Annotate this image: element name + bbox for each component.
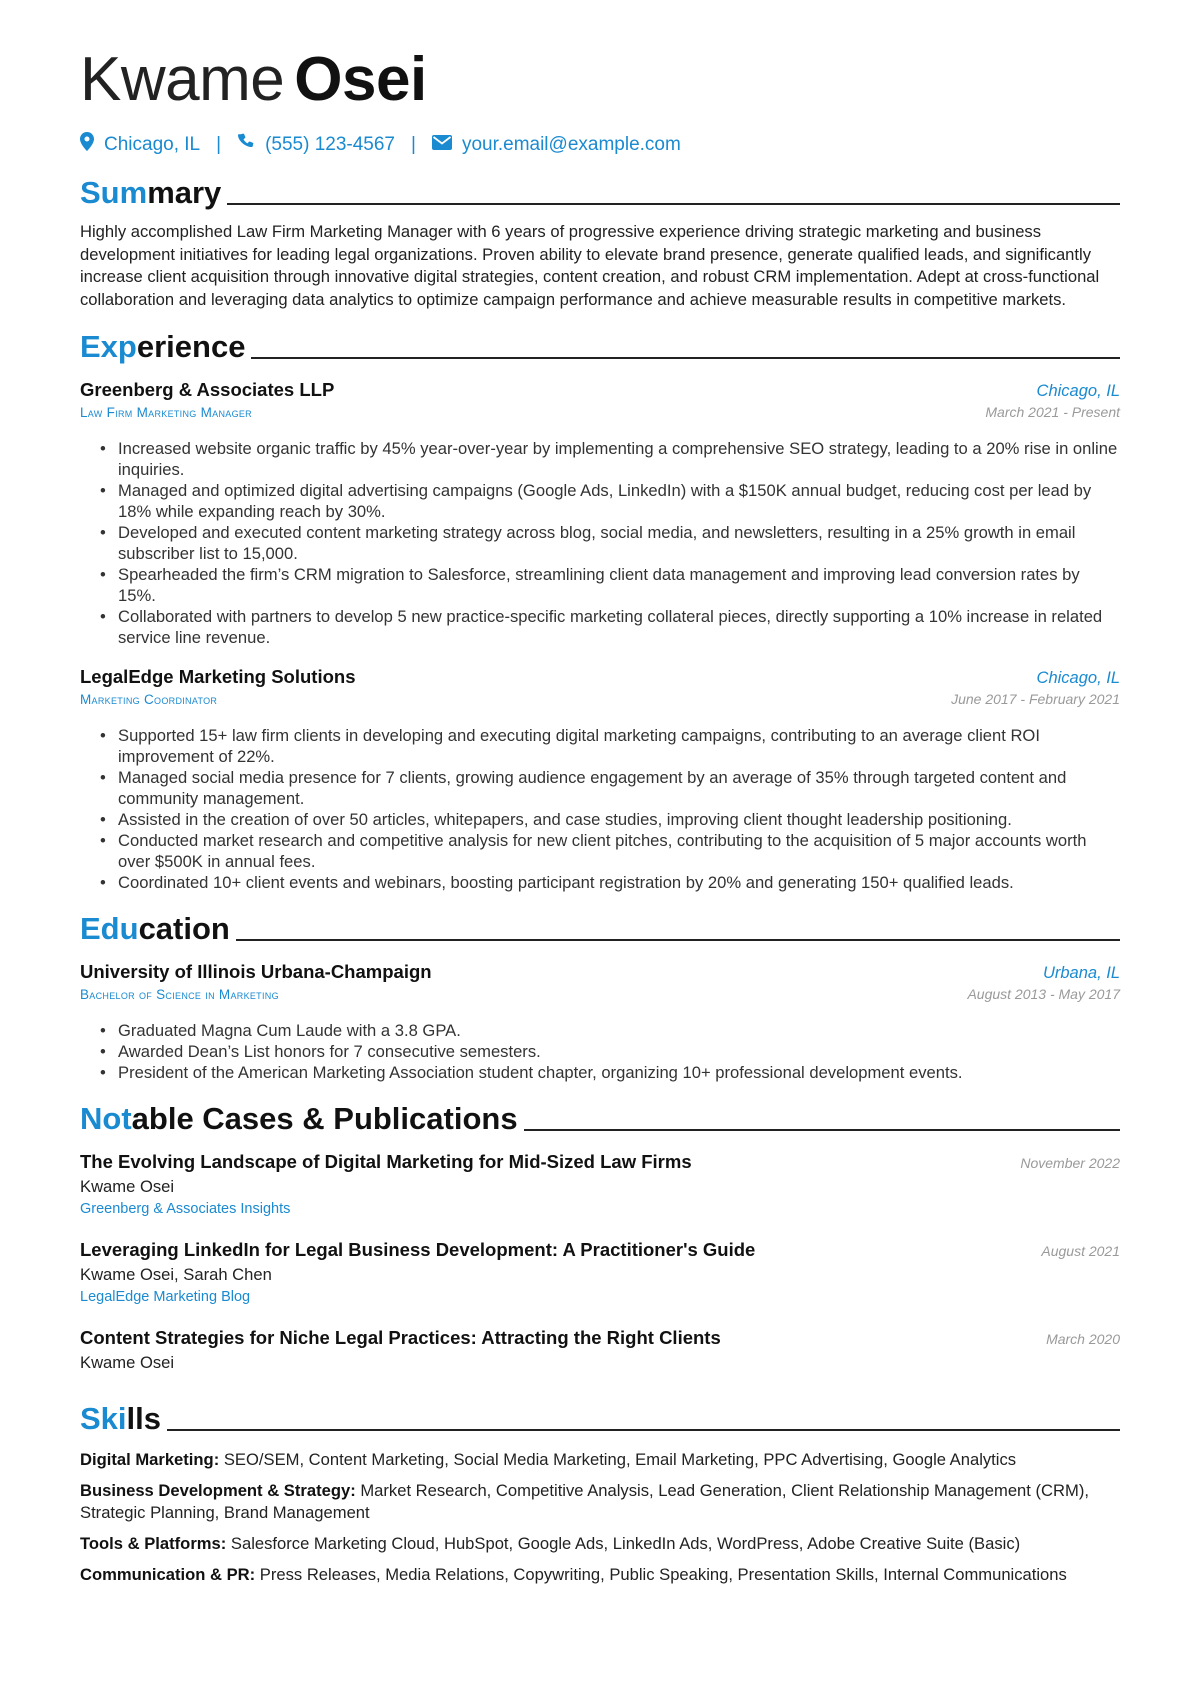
education-heading xyxy=(80,907,1120,947)
summary-heading xyxy=(80,171,1120,211)
experience-heading xyxy=(80,325,1120,365)
publication-entry xyxy=(80,1239,1120,1305)
section-title: Education xyxy=(80,911,230,947)
education-list xyxy=(80,961,1120,1083)
publication-list xyxy=(80,1151,1120,1373)
skill-category: Communication & PR: xyxy=(80,1565,256,1585)
section-rule xyxy=(524,1129,1120,1131)
education-item: • Graduated Magna Cum Laude with a 3.8 GPA. xyxy=(80,1020,1120,1041)
school-name: University of Illinois Urbana-Champaign xyxy=(80,961,432,983)
publications-heading xyxy=(80,1097,1120,1137)
job-dates: March 2021 - Present xyxy=(985,404,1120,421)
location-contact xyxy=(80,132,200,157)
achievement-item: • Assisted in the creation of over 50 articles, whitepapers, and case studies, improving client thought leadership positioning. xyxy=(80,809,1120,830)
job-title: Marketing Coordinator xyxy=(80,692,218,708)
education-highlights xyxy=(80,1020,1120,1083)
achievement-list xyxy=(80,725,1120,893)
publication-authors: Kwame Osei xyxy=(80,1353,175,1373)
contact-separator: | xyxy=(411,133,416,155)
publication-authors: Kwame Osei xyxy=(80,1177,175,1197)
skill-row xyxy=(80,1480,1120,1524)
email-text: your.email@example.com xyxy=(461,133,681,155)
education-item: • Awarded Dean’s List honors for 7 consecutive semesters. xyxy=(80,1041,1120,1062)
publication-date: August 2021 xyxy=(1041,1243,1120,1260)
phone-icon xyxy=(237,133,265,157)
publication-authors: Kwame Osei, Sarah Chen xyxy=(80,1265,272,1285)
employer-name: LegalEdge Marketing Solutions xyxy=(80,666,356,688)
publication-entry xyxy=(80,1327,1120,1373)
summary-text: Highly accomplished Law Firm Marketing Manager with 6 years of progressive experience driving strategic marketing and business development initiatives for leading legal organizations. Proven ability to elevate brand presence, generate qualified leads, and significantly increase client acquisition through innovative digital strategies, content creation, and robust CRM implementation. Adept at cross-functional collaboration and leveraging data analytics to optimize campaign performance and achieve measurable results in competitive markets. xyxy=(80,222,1100,309)
job-location: Chicago, IL xyxy=(1036,382,1120,401)
skills-list xyxy=(80,1449,1120,1586)
publication-title: Leveraging LinkedIn for Legal Business Development: A Practitioner's Guide xyxy=(80,1239,756,1261)
last-name: Osei xyxy=(294,45,427,114)
location-text: Chicago, IL xyxy=(104,133,201,155)
skill-items: Salesforce Marketing Cloud, HubSpot, Google Ads, LinkedIn Ads, WordPress, Adobe Creative Suite (Basic) xyxy=(230,1534,1021,1554)
skill-category: Digital Marketing: xyxy=(80,1450,220,1470)
skill-items: SEO/SEM, Content Marketing, Social Media Marketing, Email Marketing, PPC Advertising, Google Analytics xyxy=(223,1450,1017,1470)
education-item: • President of the American Marketing Association student chapter, organizing 10+ professional development events. xyxy=(80,1062,1120,1083)
section-title: Skills xyxy=(80,1401,161,1437)
school-location: Urbana, IL xyxy=(1042,964,1120,983)
job-location: Chicago, IL xyxy=(1036,669,1120,688)
contact-separator: | xyxy=(216,133,222,155)
experience-list xyxy=(80,379,1120,893)
experience-entry xyxy=(80,379,1120,648)
skill-items: Market Research, Competitive Analysis, Lead Generation, Client Relationship Management (CRM), Strategic Planning, Brand Management xyxy=(80,1481,1089,1523)
achievement-item: • Managed social media presence for 7 clients, growing audience engagement by an average of 35% through targeted content and community management. xyxy=(80,767,1120,809)
section-title: Summary xyxy=(80,175,222,210)
section-title: Experience xyxy=(80,329,246,365)
section-rule xyxy=(227,203,1120,205)
resume-page xyxy=(80,40,1120,1595)
envelope-icon xyxy=(432,134,462,156)
section-rule xyxy=(167,1429,1120,1431)
skill-category: Tools & Platforms: xyxy=(80,1534,227,1554)
contact-line xyxy=(80,132,1120,157)
skill-row xyxy=(80,1564,1120,1586)
publication-entry xyxy=(80,1151,1120,1217)
map-pin-icon xyxy=(80,132,104,157)
skills-heading xyxy=(80,1397,1120,1437)
achievement-item: • Managed and optimized digital advertising campaigns (Google Ads, LinkedIn) with a $150K annual budget, reducing cost per lead by 18% while expanding reach by 30%. xyxy=(80,480,1120,522)
phone-text: (555) 123-4567 xyxy=(265,133,395,155)
publication-venue: Greenberg & Associates Insights xyxy=(80,1201,291,1218)
section-rule xyxy=(251,357,1120,359)
degree: Bachelor of Science in Marketing xyxy=(80,987,279,1003)
job-title: Law Firm Marketing Manager xyxy=(80,405,252,421)
publication-title: Content Strategies for Niche Legal Practices: Attracting the Right Clients xyxy=(80,1327,721,1349)
email-contact[interactable] xyxy=(432,134,681,156)
achievement-list xyxy=(80,438,1120,648)
publication-date: November 2022 xyxy=(1020,1155,1120,1172)
section-title: Notable Cases & Publications xyxy=(80,1101,518,1137)
section-rule xyxy=(236,939,1120,941)
publication-venue: LegalEdge Marketing Blog xyxy=(80,1289,251,1306)
publication-title: The Evolving Landscape of Digital Marketing for Mid-Sized Law Firms xyxy=(80,1151,692,1173)
education-dates: August 2013 - May 2017 xyxy=(967,986,1120,1003)
education-entry xyxy=(80,961,1120,1083)
achievement-item: • Collaborated with partners to develop 5 new practice-specific marketing collateral pieces, directly supporting a 10% increase in related service line revenue. xyxy=(80,606,1120,648)
publication-date: March 2020 xyxy=(1046,1331,1120,1348)
candidate-name xyxy=(80,40,1120,120)
phone-contact[interactable] xyxy=(237,133,395,157)
achievement-item: • Conducted market research and competitive analysis for new client pitches, contributing to the acquisition of 5 major accounts worth over $500K in annual fees. xyxy=(80,830,1120,872)
first-name: Kwame xyxy=(80,45,285,114)
achievement-item: • Spearheaded the firm’s CRM migration to Salesforce, streamlining client data management and improving lead conversion rates by 15%. xyxy=(80,564,1120,606)
skill-category: Business Development & Strategy: xyxy=(80,1481,356,1501)
job-dates: June 2017 - February 2021 xyxy=(951,691,1120,708)
achievement-item: • Coordinated 10+ client events and webinars, boosting participant registration by 20% and generating 150+ qualified leads. xyxy=(80,872,1120,893)
employer-name: Greenberg & Associates LLP xyxy=(80,379,335,401)
experience-entry xyxy=(80,666,1120,893)
achievement-item: • Supported 15+ law firm clients in developing and executing digital marketing campaigns, contributing to an average client ROI improvement of 22%. xyxy=(80,725,1120,767)
skill-row xyxy=(80,1449,1120,1471)
achievement-item: • Developed and executed content marketing strategy across blog, social media, and newsletters, resulting in a 25% growth in email subscriber list to 15,000. xyxy=(80,522,1120,564)
skill-row xyxy=(80,1533,1120,1555)
achievement-item: • Increased website organic traffic by 45% year-over-year by implementing a comprehensive SEO strategy, leading to a 20% rise in online inquiries. xyxy=(80,438,1120,480)
skill-items: Press Releases, Media Relations, Copywriting, Public Speaking, Presentation Skills, Internal Communications xyxy=(259,1565,1067,1585)
